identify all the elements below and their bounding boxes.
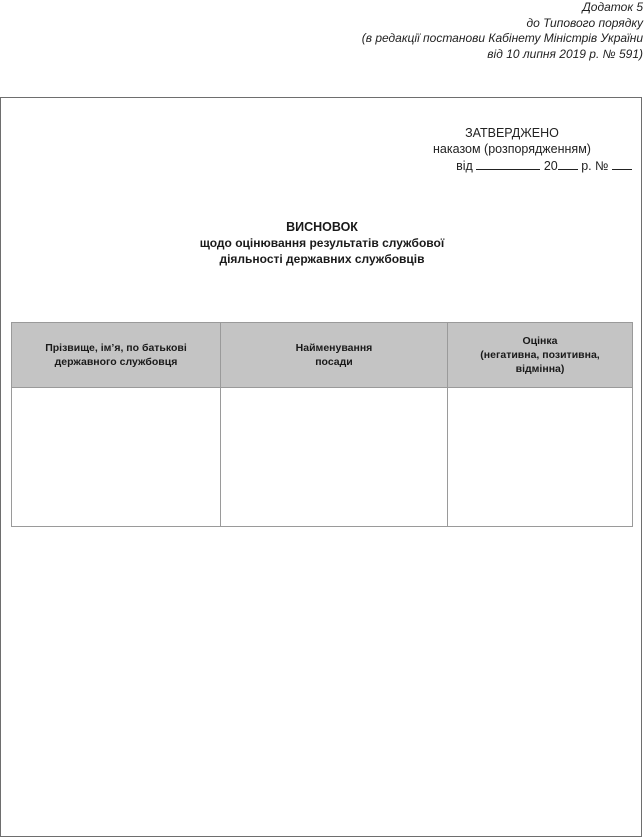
- order-number-prefix: р. №: [581, 159, 609, 173]
- year-blank-field[interactable]: [558, 157, 578, 170]
- approval-date-line: [392, 157, 632, 174]
- year-prefix: 20: [543, 159, 558, 173]
- column-header-position-line1: Найменування: [295, 342, 373, 354]
- appendix-reference: до Типового порядку: [526, 15, 643, 30]
- appendix-number: Додаток 5: [582, 0, 643, 14]
- appendix-date: від 10 липня 2019 р. № 591): [487, 46, 643, 61]
- document-subtitle-line1: щодо оцінювання результатів службової: [199, 236, 445, 250]
- approval-block: [392, 125, 632, 174]
- appendix-header: [223, 0, 643, 62]
- assessment-table: [11, 322, 633, 527]
- order-number-blank-field[interactable]: [612, 157, 632, 170]
- column-header-rating: [448, 323, 633, 388]
- document-title: ВИСНОВОК: [286, 220, 358, 234]
- column-header-position-line2: посади: [315, 356, 353, 368]
- cell-full-name[interactable]: [12, 388, 221, 527]
- table-row: [12, 388, 633, 527]
- approved-label: ЗАТВЕРДЖЕНО: [465, 126, 559, 140]
- cell-rating[interactable]: [448, 388, 633, 527]
- document-title-block: [0, 219, 644, 267]
- column-header-full-name-line1: Прізвище, ім’я, по батькові: [45, 342, 187, 354]
- column-header-rating-line2: (негативна, позитивна,: [480, 349, 600, 361]
- appendix-edition: (в редакції постанови Кабінету Міністрів України: [361, 31, 643, 45]
- column-header-full-name: [12, 323, 221, 388]
- column-header-rating-line1: Оцінка: [522, 335, 558, 347]
- column-header-rating-line3: відмінна): [515, 363, 565, 375]
- column-header-position: [221, 323, 448, 388]
- column-header-full-name-line2: державного службовця: [54, 356, 178, 368]
- order-label: наказом (розпорядженням): [433, 142, 591, 156]
- date-prefix: від: [456, 159, 473, 173]
- date-blank-field[interactable]: [476, 157, 540, 170]
- document-subtitle-line2: діяльності державних службовців: [219, 252, 425, 266]
- table-header-row: [12, 323, 633, 388]
- cell-position[interactable]: [221, 388, 448, 527]
